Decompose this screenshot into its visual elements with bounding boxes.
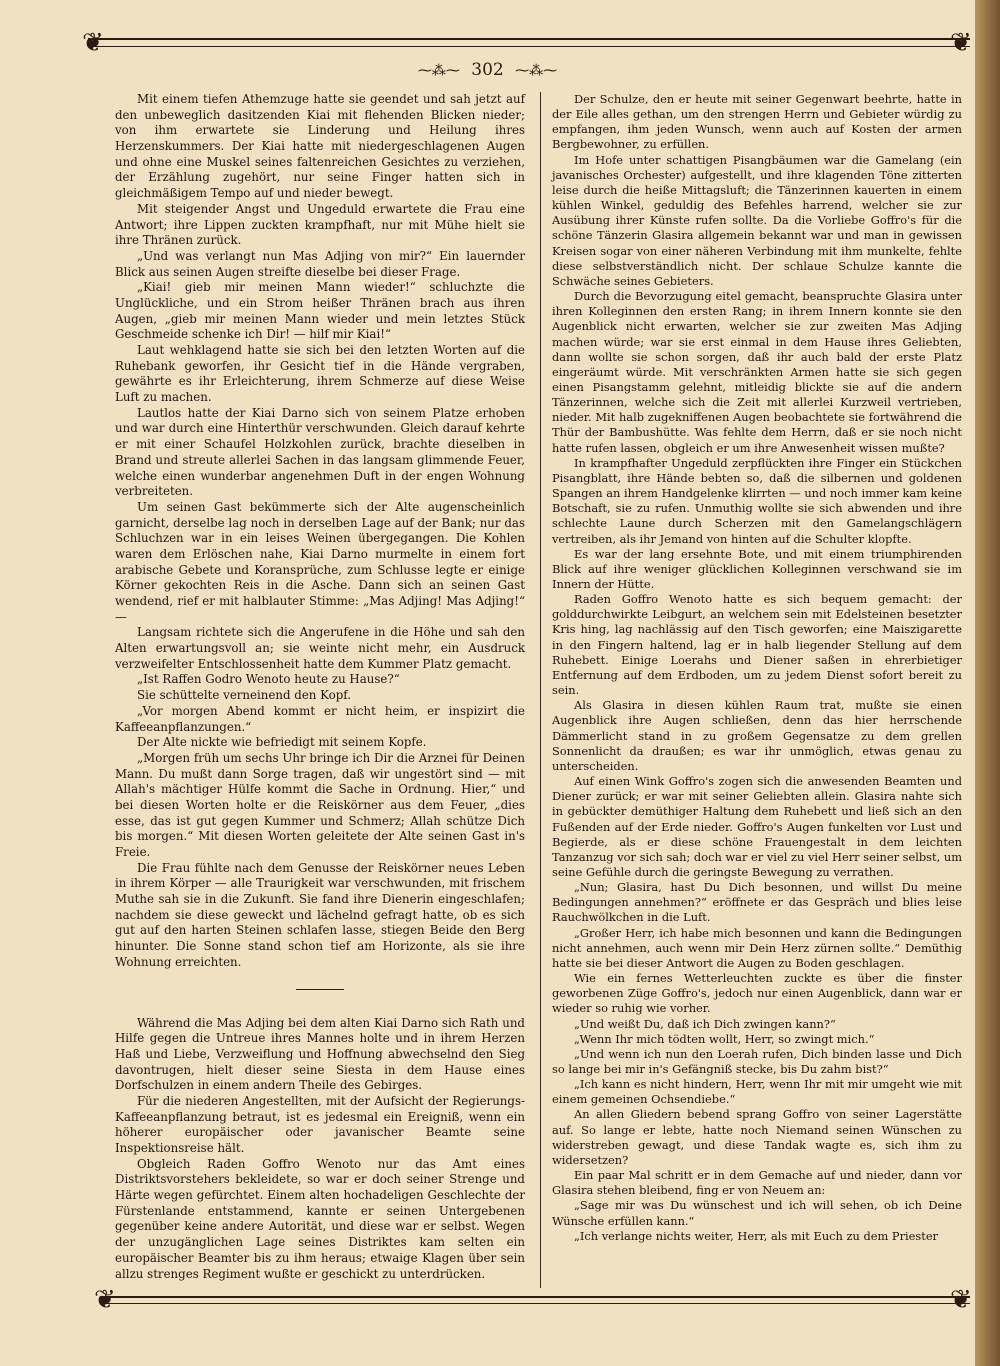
- paragraph: Sie schüttelte verneinend den Kopf.: [137, 688, 351, 703]
- paragraph: „Sage mir was Du wünschest und ich will sehen, ob ich Deine Wünsche erfüllen kann.“: [552, 1198, 962, 1228]
- paragraph: Es war der lang ersehnte Bote, und mit einem triumphirenden Blick auf ihre weniger glücklichen Kolleginnen verschwand sie im Innern der Hütte.: [552, 546, 962, 591]
- paragraph: „Ist Raffen Godro Wenoto heute zu Hause?“: [137, 672, 400, 687]
- paragraph: An allen Gliedern bebend sprang Goffro von seiner Lagerstätte auf. So lange er lebte, hatte noch Niemand seinen Wünschen zu widerstreben gewagt, und diese Tandak wagte es, sich ihm zu widersetzen?: [552, 1107, 962, 1167]
- paragraph: „Und weißt Du, daß ich Dich zwingen kann?“: [574, 1016, 836, 1031]
- paragraph: Während die Mas Adjing bei dem alten Kiai Darno sich Rath und Hilfe gegen die Untreue ihres Mannes holte und in ihrem Herzen Haß und Liebe, Verzweiflung und Hoffnung abwechselnd den Sieg davontrugen, hielt dieser seine Siesta in dem Hause eines Dorfschulzen in einem andern Theile des Gebirges.: [115, 1015, 525, 1093]
- paragraph: „Vor morgen Abend kommt er nicht heim, er inspizirt die Kaffeeanpflanzungen.“: [115, 703, 525, 734]
- paragraph: „Morgen früh um sechs Uhr bringe ich Dir die Arznei für Deinen Mann. Du mußt dann Sorge tragen, daß wir ungestört sind — mit Allah's mächtiger Hülfe kommt die Sache in Ordnung. Hier,“ und bei diesen Worten holte er die Reiskörner aus dem Feuer, „dies esse, das ist gut gegen Kummer und Schmerz; Allah schütze Dich bis morgen.“ Mit diesen Worten geleitete der Alte seinen Gast in's Freie.: [115, 750, 525, 859]
- paragraph: Auf einen Wink Goffro's zogen sich die anwesenden Beamten und Diener zurück; er war mit seiner Geliebten allein. Glasira nahte sich in gebückter demüthiger Haltung dem Ruhebett und ließ sich an den Fußenden auf der Erde nieder. Goffro's Augen funkelten vor Lust und Begierde, als er diese schöne Frauengestalt in dem leichten Tanzanzug vor sich sah; doch war er viel zu viel Herr seiner selbst, um seine Gefühle durch die geringste Bewegung zu verrathen.: [552, 774, 962, 879]
- paragraph: „Ich kann es nicht hindern, Herr, wenn Ihr mit mir umgeht wie mit einem gemeinen Ochsendiebe.“: [552, 1077, 962, 1107]
- paragraph: Im Hofe unter schattigen Pisangbäumen war die Gamelang (ein javanisches Orchester) aufgestellt, und ihre klagenden Töne zitterten leise durch die heiße Mittagsluft; die Tänzerinnen kauerten in einem kühlen Winkel, geduldig des Befehles harrend, welcher sie zur Ausübung ihrer Künste rufen sollte. Da die Vorliebe Goffro's für die schöne Tänzerin Glasira allgemein bekannt war und man in gewissen Kreisen sogar von einer näheren Verbindung mit ihm munkelte, fehlte diese selbstverständlich nicht. Der schlaue Schulze kannte die Schwäche seines Gebieters.: [552, 152, 962, 288]
- page-number: 302: [471, 60, 504, 80]
- paragraph: „Nun; Glasira, hast Du Dich besonnen, und willst Du meine Bedingungen annehmen?“ eröffnete er das Gespräch und blies leise Rauchwölkchen in die Luft.: [552, 880, 962, 925]
- page-header: [0, 60, 975, 80]
- section-separator: [296, 989, 344, 990]
- paragraph: Der Alte nickte wie befriedigt mit seinem Kopfe.: [137, 735, 427, 750]
- paragraph: Ein paar Mal schritt er in dem Gemache auf und nieder, dann vor Glasira stehen bleibend, fing er von Neuem an:: [552, 1168, 962, 1198]
- paragraph: Mit steigender Angst und Ungeduld erwartete die Frau eine Antwort; ihre Lippen zuckten krampfhaft, nur mit Mühe hielt sie ihre Thränen zurück.: [115, 201, 525, 248]
- column-divider: [540, 92, 541, 1288]
- top-border-rule: [88, 38, 970, 47]
- paragraph: „Wenn Ihr mich tödten wollt, Herr, so zwingt mich.“: [574, 1031, 875, 1046]
- paragraph: „Und wenn ich nun den Loerah rufen, Dich binden lasse und Dich so lange bei mir in's Gefängniß stecke, bis Du zahm bist?“: [552, 1046, 962, 1076]
- paragraph: „Ich verlange nichts weiter, Herr, als mit Euch zu dem Priester: [574, 1228, 939, 1243]
- bottom-border-rule: [100, 1296, 970, 1304]
- paragraph: Obgleich Raden Goffro Wenoto nur das Amt eines Distriktsvorstehers bekleidete, so war er doch seiner Strenge und Härte wegen gefürchtet. Einem alten hochadeligen Geschlechte der Fürstenlande entstammend, kannte er seinen Untergebenen gegenüber keine andere Autorität, und diese war er selbst. Wegen der unzugänglichen Lage seines Distriktes kam selten ein europäischer Beamter bis zu ihm heraus; etwaige Klagen über sein allzu strenges Regiment wußte er geschickt zu unterdrücken.: [115, 1156, 525, 1281]
- paragraph: Wie ein fernes Wetterleuchten zuckte es über die finster geworbenen Züge Goffro's, jedoch nur einen Augenblick, dann war er wieder so ruhig wie vorher.: [552, 971, 962, 1016]
- paragraph: Der Schulze, den er heute mit seiner Gegenwart beehrte, hatte in der Eile alles gethan, um den strengen Herrn und Gebieter würdig zu empfangen, ihm jeden Wunsch, wenn auch auf Kosten der armen Bergbewohner, zu erfüllen.: [552, 92, 962, 152]
- paragraph: Durch die Bevorzugung eitel gemacht, beanspruchte Glasira unter ihren Kolleginnen den ersten Rang; in ihrem Innern konnte sie den Augenblick nicht erwarten, welcher sie zur zweiten Mas Adjing machen würde; war sie erst einmal in dem Hause ihres Geliebten, dann wollte sie schon sorgen, daß ihr auch bald der erste Platz eingeräumt würde. Mit verschränkten Armen hatte sie sich gegen einen Pisangstamm gelehnt, mitleidig blickte sie auf die andern Tänzerinnen, welche sich die Zeit mit allerlei Kurzweil vertrieben, nieder. Mit halb zugekniffenen Augen beobachtete sie fortwährend die Thür der Bambushütte. Was fehlte dem Herrn, daß er sie noch nicht hatte rufen lassen, obgleich er um ihre Anwesenheit wissen mußte?: [552, 289, 962, 455]
- paragraph: „Kiai! gieb mir meinen Mann wieder!“ schluchzte die Unglückliche, und ein Strom heißer Thränen brach aus ihren Augen, „gieb mir meinen Mann wieder und mein letztes Stück Geschmeide schenke ich Dir! — hilf mir Kiai!“: [115, 280, 525, 342]
- paragraph: Lautlos hatte der Kiai Darno sich von seinem Platze erhoben und war durch eine Hinterthür verschwunden. Gleich darauf kehrte er mit einer Schaufel Holzkohlen zurück, brachte dieselben in Brand und streute allerlei Sachen in das langsam glimmende Feuer, welche einen wunderbar angenehmen Duft in der engen Wohnung verbreiteten.: [115, 405, 525, 499]
- paragraph: Langsam richtete sich die Angerufene in die Höhe und sah den Alten erwartungsvoll an; sie weinte nicht mehr, ein Ausdruck verzweifelter Entschlossenheit hatte dem Kummer Platz gemacht.: [115, 625, 525, 671]
- right-column: [552, 92, 962, 1244]
- paragraph: Für die niederen Angestellten, mit der Aufsicht der Regierungs-Kaffeeanpflanzung betraut, ist es jedesmal ein Ereigniß, wenn ein höherer europäischer oder javanischer Beamte seine Inspektionsreise hält.: [115, 1093, 525, 1155]
- paragraph: Laut wehklagend hatte sie sich bei den letzten Worten auf die Ruhebank geworfen, ihr Gesicht tief in die Hände vergraben, gewährte es ihr Erleichterung, ihrem Schmerze auf diese Weise Luft zu machen.: [115, 343, 525, 405]
- corner-ornament-icon: ❦: [82, 28, 104, 58]
- paragraph: Die Frau fühlte nach dem Genusse der Reiskörner neues Leben in ihrem Körper — alle Traurigkeit war verschwunden, mit frischem Muthe sah sie in die Zukunft. Sie fand ihre Dienerin eingeschlafen; nachdem sie diese geweckt und lächelnd gefragt hatte, ob es sich gut auf den harten Steinen schlafen lasse, stiegen Beide den Berg hinunter. Die Sonne stand schon tief am Horizonte, als sie ihre Wohnung erreichten.: [115, 860, 525, 969]
- book-binding: [975, 0, 1000, 1366]
- paragraph: Als Glasira in diesen kühlen Raum trat, mußte sie einen Augenblick ihre Augen schließen, denn das hier herrschende Dämmerlicht stand in zu großem Gegensatze zu dem grellen Sonnenlicht da draußen; es war ihr unmöglich, etwas genau zu unterscheiden.: [552, 698, 962, 773]
- corner-ornament-icon: ❦: [950, 28, 972, 58]
- paragraph: „Großer Herr, ich habe mich besonnen und kann die Bedingungen nicht annehmen, auch wenn mir Dein Herz zürnen sollte.“ Demüthig hatte sie bei dieser Antwort die Augen zu Boden geschlagen.: [552, 925, 962, 970]
- paragraph: Um seinen Gast bekümmerte sich der Alte augenscheinlich garnicht, derselbe lag noch in derselben Lage auf der Bank; nur das Schluchzen war in ein leises Weinen übergegangen. Die Kohlen waren dem Erlöschen nahe, Kiai Darno murmelte in einem fort arabische Gebete und Koransprüche, zum Schlusse legte er einige Körner gekochten Reis in die Asche. Dann sich an seinen Gast wendend, rief er mit halblauter Stimme: „Mas Adjing! Mas Adjing!“ —: [115, 499, 525, 624]
- paragraph: In krampfhafter Ungeduld zerpflückten ihre Finger ein Stückchen Pisangblatt, ihre Hände bebten so, daß die silbernen und goldenen Spangen an ihrem Handgelenke klirrten — und noch immer kam keine Botschaft, sie zu rufen. Unmuthig wollte sie sich abwenden und ihre schlechte Laune durch Scherzen mit den Gamelangschlägern vertreiben, als ihr Jemand von hinten auf die Schulter klopfte.: [552, 455, 962, 546]
- paragraph: „Und was verlangt nun Mas Adjing von mir?“ Ein lauernder Blick aus seinen Augen streifte dieselbe bei dieser Frage.: [115, 248, 525, 279]
- corner-ornament-icon: ❦: [950, 1285, 972, 1315]
- corner-ornament-icon: ❦: [94, 1285, 116, 1315]
- swash-left-icon: ⁓⁂⁓: [417, 63, 460, 79]
- paragraph: Mit einem tiefen Athemzuge hatte sie geendet und sah jetzt auf den unbeweglich dasitzenden Kiai mit flehenden Blicken nieder; von ihm erwartete sie Linderung und Heilung ihres Herzenskummers. Der Kiai hatte mit niedergeschlagenen Augen und ohne eine Muskel seines faltenreichen Gesichtes zu verziehen, der Erzählung zugehört, nur seine Finger hatten sich in gleichmäßigem Tempo auf und nieder bewegt.: [115, 92, 525, 201]
- paragraph: Raden Goffro Wenoto hatte es sich bequem gemacht: der golddurchwirkte Leibgurt, an welchem sein mit Edelsteinen besetzter Kris hing, lag nachlässig auf den Tisch geworfen; eine Maiszigarette in den Fingern haltend, lag er in halb liegender Stellung auf dem Ruhebett. Einige Loerahs und Diener saßen in ehrerbietiger Entfernung auf dem Erdboden, um zu jedem Dienst sofort bereit zu sein.: [552, 592, 962, 698]
- swash-right-icon: ⁓⁂⁓: [515, 63, 558, 79]
- left-column: [115, 92, 525, 1282]
